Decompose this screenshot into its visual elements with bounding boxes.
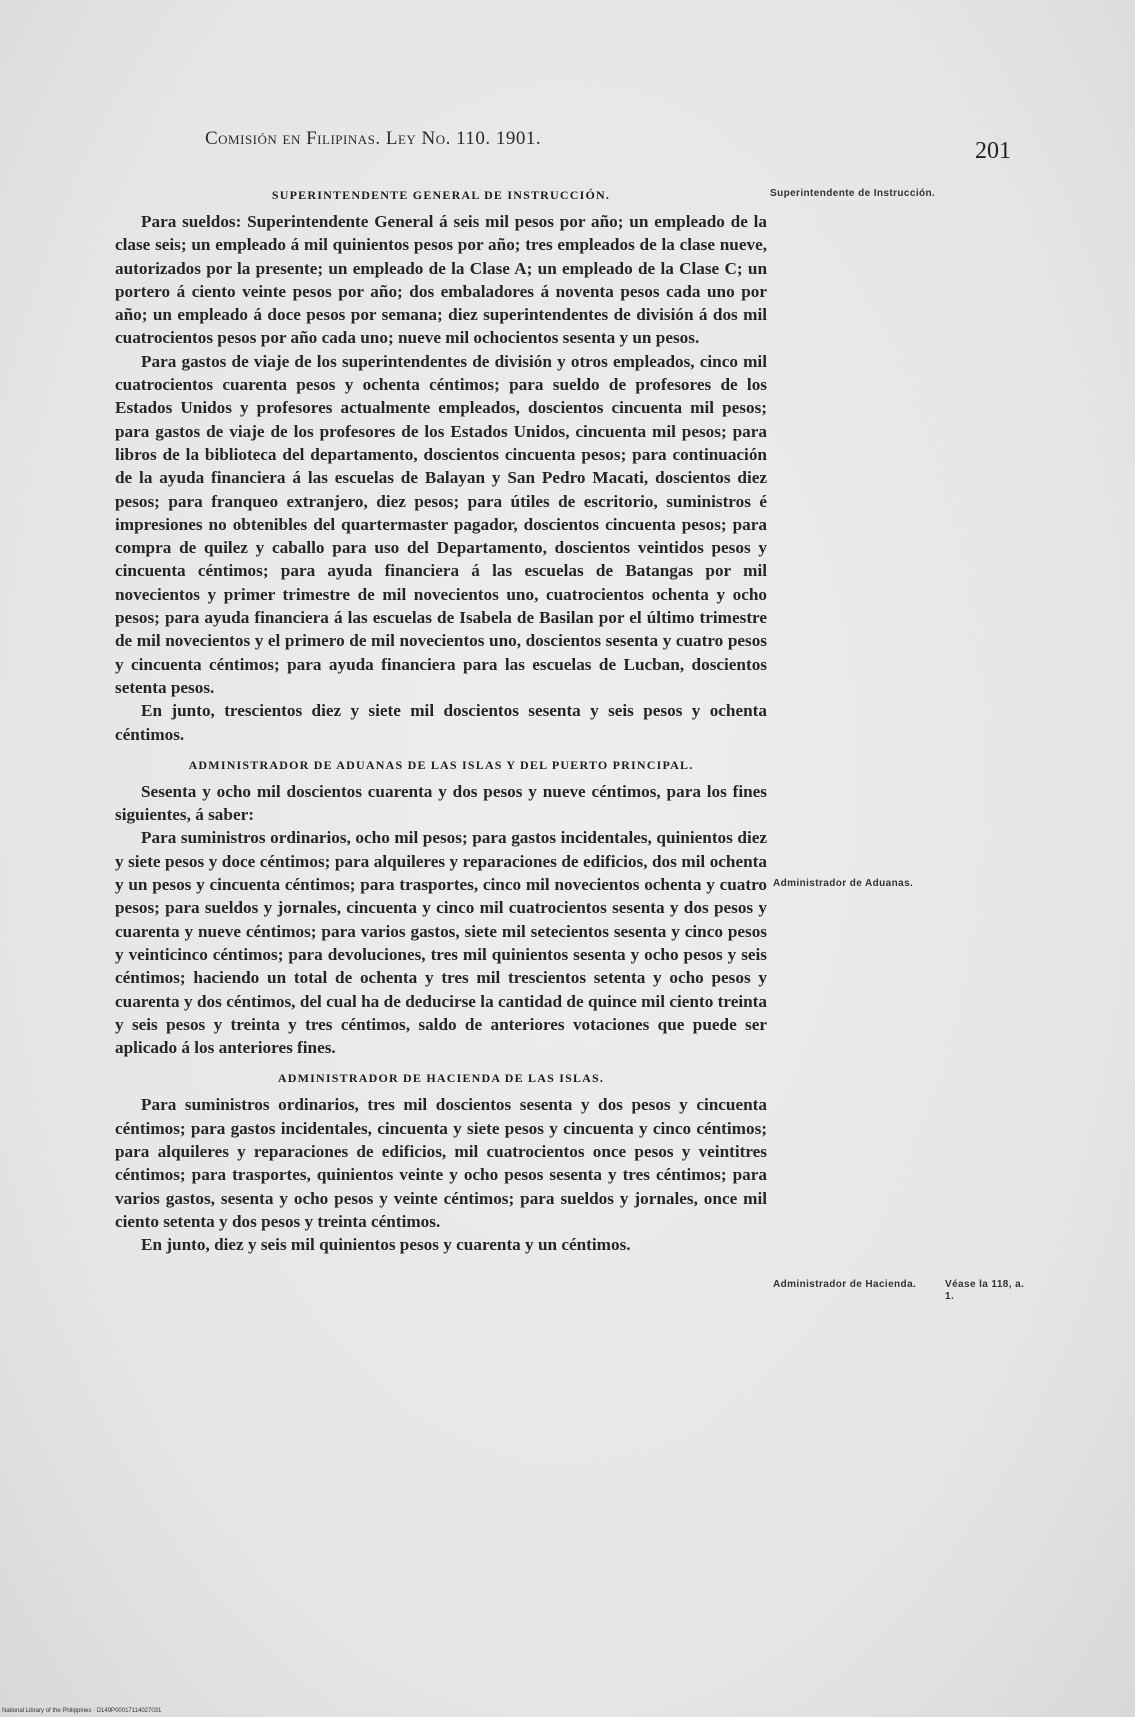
section-instruccion [115, 186, 767, 746]
margin-note-hacienda-ref: Véase la 118, a. 1. [945, 1279, 1025, 1302]
section-aduanas [115, 756, 767, 1060]
scan-credit: National Library of the Philippines · D149P00017114027031 [2, 1708, 162, 1714]
paragraph: En junto, trescientos diez y siete mil doscientos sesenta y seis pesos y ochenta céntimos. [115, 701, 767, 744]
section-heading: ADMINISTRADOR DE HACIENDA DE LAS ISLAS. [277, 1071, 605, 1086]
page-number: 201 [975, 138, 1011, 164]
paragraph: Para suministros ordinarios, tres mil doscientos sesenta y dos pesos y cincuenta céntimos; para gastos incidentales, cincuenta y siete pesos y cincuenta y cinco céntimos; para alquileres y reparaciones de edificios, mil cuatrocientos once pesos y veintitres céntimos; para trasportes, quinientos veinte y ocho pesos sesenta y tres céntimos; para varios gastos, sesenta y ocho pesos y veinte céntimos; para sueldos y jornales, once mil ciento setenta y dos pesos y treinta céntimos. [115, 1095, 767, 1231]
paragraph: Para suministros ordinarios, ocho mil pesos; para gastos incidentales, quinientos diez y siete pesos y doce céntimos; para alquileres y reparaciones de edificios, dos mil ochenta y un pesos y cincuenta céntimos; para trasportes, cinco mil novecientos ochenta y cuatro pesos; para sueldos y jornales, cincuenta y cinco mil cuatrocientos sesenta y dos pesos y cuarenta y nueve céntimos; para varios gastos, siete mil setecientos sesenta y cinco pesos y veinticinco céntimos; para devoluciones, tres mil quinientos sesenta y ocho pesos y seis céntimos; haciendo un total de ochenta y tres mil trescientos setenta y ocho pesos y cuarenta y dos céntimos, del cual ha de deducirse la cantidad de quince mil ciento treinta y seis pesos y treinta y tres céntimos, saldo de anteriores votaciones que puede ser aplicado á los anteriores fines. [115, 828, 767, 1058]
section-heading: ADMINISTRADOR DE ADUANAS DE LAS ISLAS Y DEL PUERTO PRINCIPAL. [188, 757, 694, 772]
running-head: Comisión en Filipinas. Ley No. 110. 1901. [205, 128, 542, 149]
paragraph: Sesenta y ocho mil doscientos cuarenta y dos pesos y nueve céntimos, para los fines siguientes, á saber: [115, 781, 767, 825]
paragraph: Para gastos de viaje de los superintendentes de división y otros empleados, cinco mil cuatrocientos cuarenta pesos y ochenta céntimos; para sueldo de profesores de los Estados Unidos y profesores actualmente empleados, doscientos cincuenta mil pesos; para gastos de viaje de los profesores de los Estados Unidos, cincuenta mil pesos; para libros de la biblioteca del departamento, doscientos cincuenta pesos; para continuación de la ayuda financiera á las escuelas de Balayan y San Pedro Macati, doscientos diez pesos; para franqueo extranjero, diez pesos; para útiles de escritorio, suministros é impresiones no obtenibles del quartermaster pagador, doscientos cincuenta pesos; para compra de quilez y caballo para uso del Departamento, doscientos veintidos pesos y cincuenta céntimos; para ayuda financiera á las escuelas de Batangas por mil novecientos y primer trimestre de mil novecientos uno, cuatrocientos ochenta y ocho pesos; para ayuda financiera á las escuelas de Isabela de Basilan por el último trimestre de mil novecientos y el primero de mil novecientos uno, doscientos sesenta y cuatro pesos y cincuenta céntimos; para ayuda financiera para las escuelas de Lucban, doscientos setenta pesos. [115, 351, 767, 697]
paragraph: En junto, diez y seis mil quinientos pesos y cuarenta y un céntimos. [141, 1235, 631, 1255]
paragraph: Para sueldos: Superintendente General á seis mil pesos por año; un empleado de la clase seis; un empleado á mil quinientos pesos por año; tres empleados de la clase nueve, autorizados por la presente; un empleado de la Clase A; un empleado de la Clase C; un portero á ciento veinte pesos por año; dos embaladores á noventa pesos cada uno por año; un empleado á doce pesos por semana; diez superintendentes de división á dos mil cuatrocientos pesos por año cada uno; nueve mil ochocientos sesenta y un pesos. [115, 212, 767, 348]
margin-note-instruccion: Superintendente de Instrucción. [770, 188, 936, 199]
section-hacienda [115, 1069, 767, 1256]
section-heading: SUPERINTENDENTE GENERAL DE INSTRUCCIÓN. [271, 188, 611, 202]
margin-note-aduanas: Administrador de Aduanas. [773, 878, 914, 889]
body-column [115, 186, 767, 1266]
margin-note-hacienda: Administrador de Hacienda. [773, 1279, 917, 1290]
